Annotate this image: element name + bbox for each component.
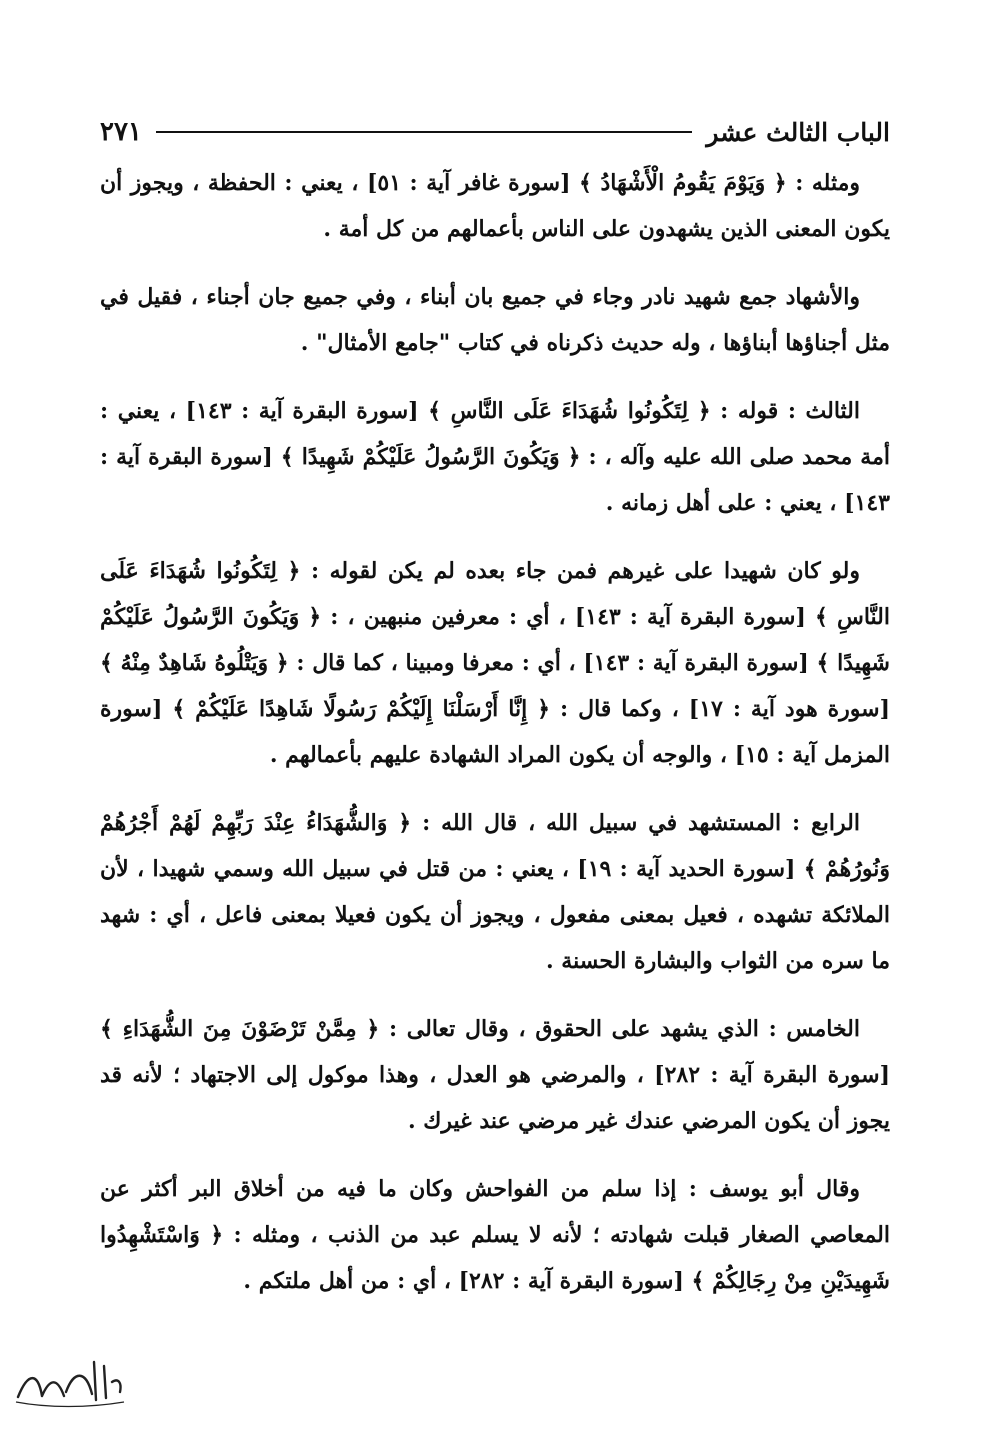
paragraph: ومثله : ﴿ وَيَوْمَ يَقُومُ الْأَشْهَادُ ﴾ [سورة غافر آية : ٥١] ، يعني : الحفظة ، ويجوز أن يكون المعنى الذين يشهدون على الناس بأعمالهم من كل أمة . (100, 170, 890, 242)
paragraph: الخامس : الذي يشهد على الحقوق ، وقال تعالى : ﴿ مِمَّنْ تَرْضَوْنَ مِنَ الشُّهَدَاءِ ﴾ [سورة البقرة آية : ٢٨٢] ، والمرضي هو العدل ، وهذا موكول إلى الاجتهاد ؛ لأنه قد يجوز أن يكون المرضي عندك غير مرضي عند غيرك . (100, 1016, 890, 1134)
publisher-watermark-logo (8, 1352, 128, 1412)
chapter-title: الباب الثالث عشر (706, 117, 890, 147)
page-body (100, 160, 890, 1326)
paragraph: الرابع : المستشهد في سبيل الله ، قال الله : ﴿ وَالشُّهَدَاءُ عِنْدَ رَبِّهِمْ لَهُمْ أَجْرُهُمْ وَنُورُهُمْ ﴾ [سورة الحديد آية : ١٩] ، يعني : من قتل في سبيل الله وسمي شهيدا ، لأن الملائكة تشهده ، فعيل بمعنى مفعول ، ويجوز أن يكون فعيلا بمعنى فاعل ، أي : شهد ما سره من الثواب والبشارة الحسنة . (100, 810, 890, 974)
paragraph: والأشهاد جمع شهيد نادر وجاء في جميع بان أبناء ، وفي جميع جان أجناء ، فقيل في مثل أجناؤها أبناؤها ، وله حديث ذكرناه في كتاب "جامع الأمثال" . (100, 284, 890, 356)
paragraph: ولو كان شهيدا على غيرهم فمن جاء بعده لم يكن لقوله : ﴿ لِتَكُونُوا شُهَدَاءَ عَلَى النَّاسِ ﴾ [سورة البقرة آية : ١٤٣] ، أي : معرفين منبهين ، : ﴿ وَيَكُونَ الرَّسُولُ عَلَيْكُمْ شَهِيدًا ﴾ [سورة البقرة آية : ١٤٣] ، أي : معرفا ومبينا ، كما قال : ﴿ وَيَتْلُوهُ شَاهِدٌ مِنْهُ ﴾ [سورة هود آية : ١٧] ، وكما قال : ﴿ إِنَّا أَرْسَلْنَا إِلَيْكُمْ رَسُولًا شَاهِدًا عَلَيْكُمْ ﴾ [سورة المزمل آية : ١٥] ، والوجه أن يكون المراد الشهادة عليهم بأعمالهم . (100, 558, 890, 768)
paragraph: الثالث : قوله : ﴿ لِتَكُونُوا شُهَدَاءَ عَلَى النَّاسِ ﴾ [سورة البقرة آية : ١٤٣] ، يعني : أمة محمد صلى الله عليه وآله ، : ﴿ وَيَكُونَ الرَّسُولُ عَلَيْكُمْ شَهِيدًا ﴾ [سورة البقرة آية : ١٤٣] ، يعني : على أهل زمانه . (100, 398, 890, 516)
paragraph: وقال أبو يوسف : إذا سلم من الفواحش وكان ما فيه من أخلاق البر أكثر عن المعاصي الصغار قبلت شهادته ؛ لأنه لا يسلم عبد من الذنب ، ومثله : ﴿ وَاسْتَشْهِدُوا شَهِيدَيْنِ مِنْ رِجَالِكُمْ ﴾ [سورة البقرة آية : ٢٨٢] ، أي : من أهل ملتكم . (100, 1176, 890, 1294)
page-header (100, 112, 890, 152)
page-number: ٢٧١ (100, 117, 142, 147)
header-rule (156, 131, 693, 133)
calligraphy-logo-icon (8, 1352, 128, 1412)
